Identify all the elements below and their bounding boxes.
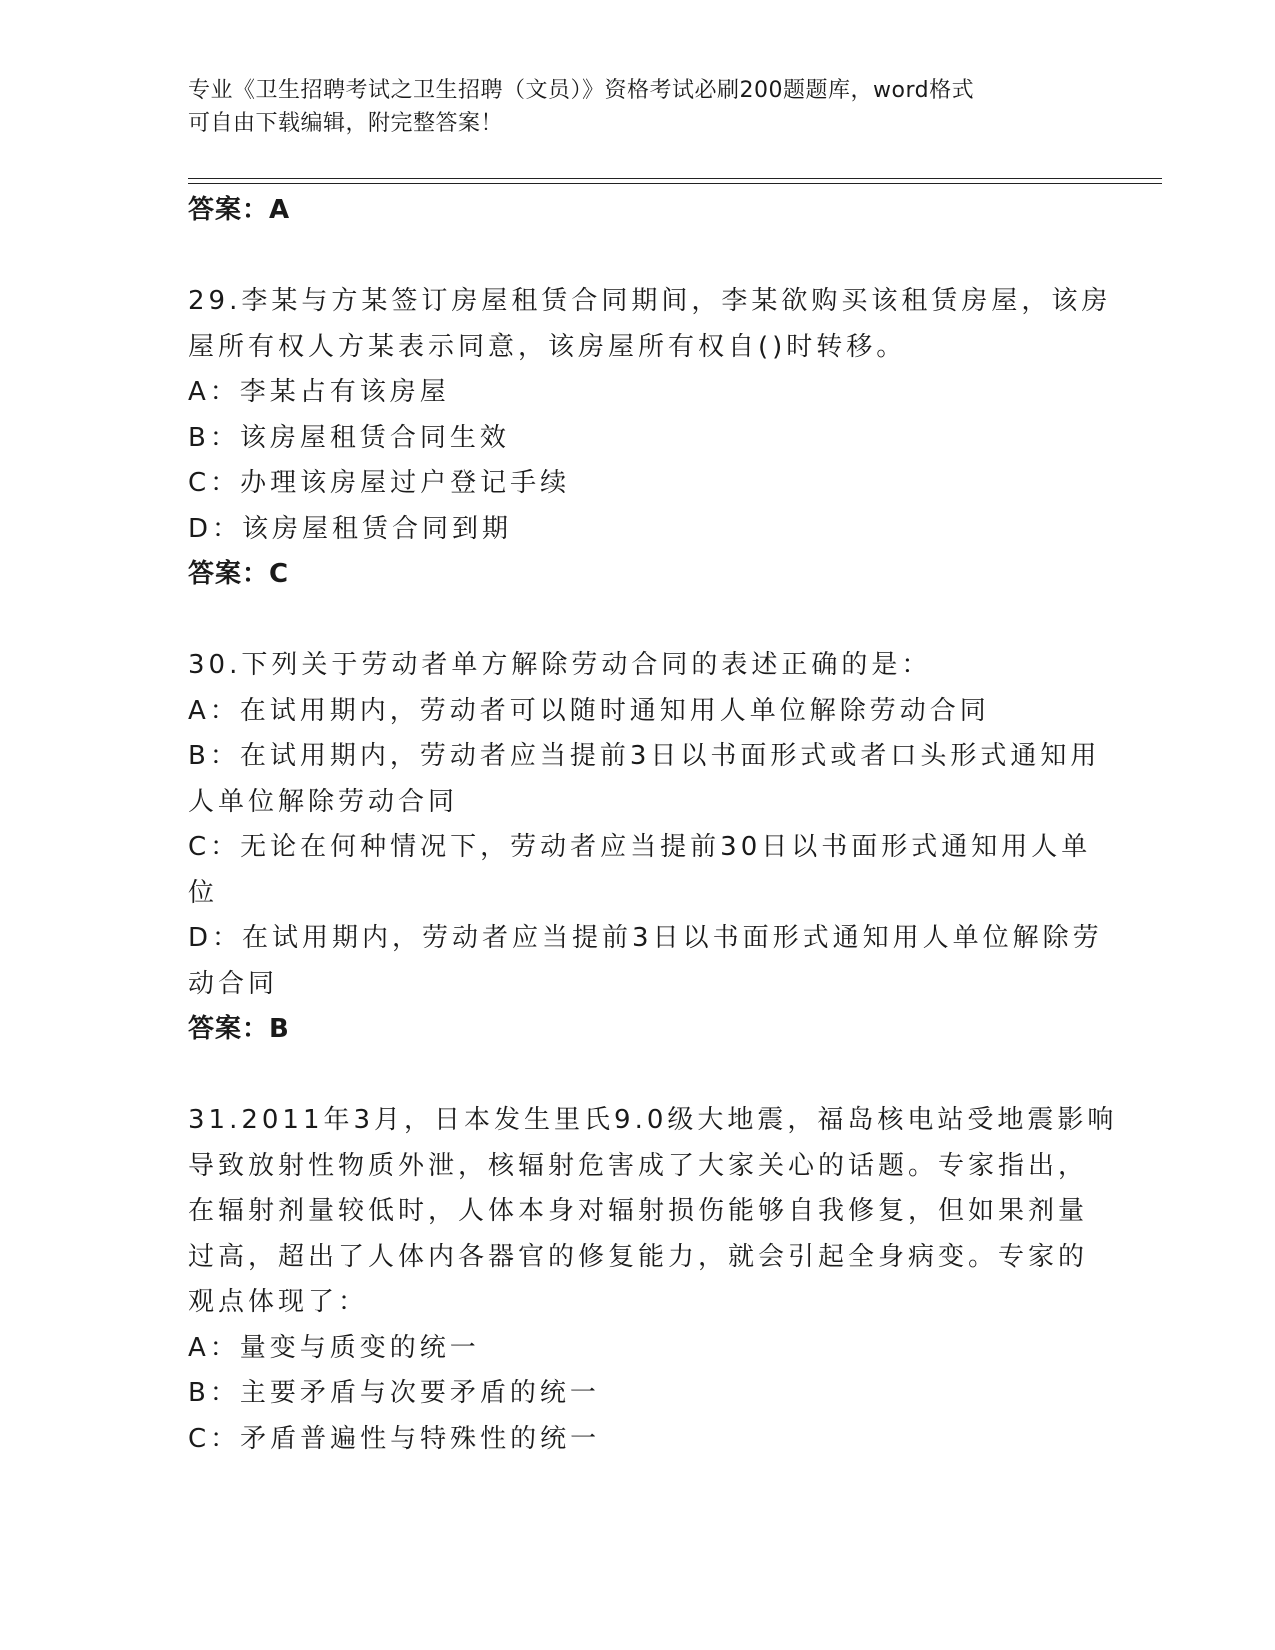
header-title-line-2: 可自由下载编辑，附完整答案！ bbox=[188, 111, 504, 136]
question-30-option-c: C：无论在何种情况下，劳动者应当提前30日以书面形式通知用人单 bbox=[188, 832, 1092, 862]
question-29-option-b: B：该房屋租赁合同生效 bbox=[188, 422, 510, 453]
question-30-answer: 答案：B bbox=[188, 1014, 290, 1044]
previous-question-answer: 答案：A bbox=[188, 195, 291, 225]
question-30-stem: 30.下列关于劳动者单方解除劳动合同的表述正确的是： bbox=[188, 650, 932, 680]
question-31-option-b: B：主要矛盾与次要矛盾的统一 bbox=[188, 1378, 600, 1408]
spacer bbox=[188, 234, 1088, 280]
spacer bbox=[188, 598, 1088, 644]
document-body bbox=[188, 188, 1118, 1462]
question-31 bbox=[188, 1098, 1118, 1462]
question-31-stem-cont-2: 在辐射剂量较低时，人体本身对辐射损伤能够自我修复，但如果剂量 bbox=[188, 1196, 1089, 1226]
question-29-option-a: A：李某占有该房屋 bbox=[188, 377, 450, 407]
spacer bbox=[188, 1053, 1088, 1099]
question-30-option-c-cont: 位 bbox=[188, 877, 219, 908]
question-29-stem: 29.李某与方某签订房屋租赁合同期间，李某欲购买该租赁房屋，该房 bbox=[188, 286, 1112, 316]
question-31-stem-cont-4: 观点体现了： bbox=[188, 1287, 369, 1317]
question-30-option-b-cont: 人单位解除劳动合同 bbox=[188, 786, 459, 817]
question-30-option-d: D：在试用期内，劳动者应当提前3日以书面形式通知用人单位解除劳 bbox=[188, 923, 1103, 953]
question-31-stem: 31.2011年3月，日本发生里氏9.0级大地震，福岛核电站受地震影响 bbox=[188, 1105, 1118, 1135]
question-30-option-d-cont: 动合同 bbox=[188, 968, 279, 999]
question-31-option-a: A：量变与质变的统一 bbox=[188, 1332, 480, 1363]
header-divider bbox=[188, 178, 1162, 184]
question-29-option-d: D：该房屋租赁合同到期 bbox=[188, 513, 513, 544]
document-header bbox=[188, 74, 1088, 140]
question-30-option-a: A：在试用期内，劳动者可以随时通知用人单位解除劳动合同 bbox=[188, 695, 990, 726]
question-31-option-c: C：矛盾普遍性与特殊性的统一 bbox=[188, 1423, 601, 1454]
header-title-line-1: 专业《卫生招聘考试之卫生招聘（文员）》资格考试必刷200题题库，word格式 bbox=[188, 78, 975, 103]
question-29-stem-cont: 屋所有权人方某表示同意，该房屋所有权自()时转移。 bbox=[188, 331, 907, 362]
question-29 bbox=[188, 279, 1112, 598]
question-30 bbox=[188, 643, 1103, 1053]
question-29-answer: 答案：C bbox=[188, 559, 290, 589]
question-31-stem-cont-1: 导致放射性物质外泄，核辐射危害成了大家关心的话题。专家指出， bbox=[188, 1150, 1089, 1181]
question-31-stem-cont-3: 过高，超出了人体内各器官的修复能力，就会引起全身病变。专家的 bbox=[188, 1241, 1089, 1272]
question-30-option-b: B：在试用期内，劳动者应当提前3日以书面形式或者口头形式通知用 bbox=[188, 741, 1101, 771]
question-29-option-c: C：办理该房屋过户登记手续 bbox=[188, 468, 571, 498]
